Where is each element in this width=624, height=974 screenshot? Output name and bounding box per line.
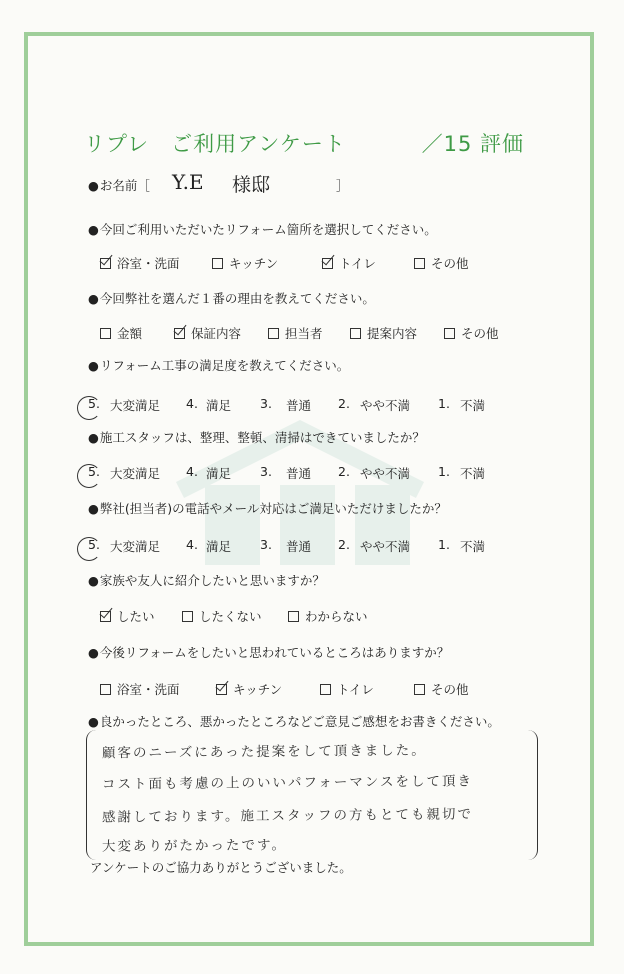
scale-option[interactable]: 5. (88, 464, 100, 479)
checkbox-icon[interactable] (288, 611, 299, 622)
checkbox-icon[interactable] (212, 258, 223, 269)
question-8: ● 良かったところ、悪かったところなどご意見ご感想をお書きください。 (88, 712, 500, 730)
question-7-options (100, 680, 469, 698)
checkbox-icon[interactable] (100, 258, 111, 269)
scale-option[interactable]: 4. (186, 537, 198, 552)
scale-label: 不満 (460, 466, 486, 481)
scale-label: 大変満足 (110, 466, 161, 481)
customer-name: Y.E (172, 170, 204, 194)
scale-option[interactable]: 2. (338, 464, 350, 479)
scale-option[interactable]: 5. (88, 537, 100, 552)
checkbox-icon[interactable] (322, 258, 333, 269)
scale-option[interactable]: 3. (260, 537, 272, 552)
question-7: ● 今後リフォームをしたいと思われているところはありますか？ (88, 643, 449, 661)
scale-option[interactable]: 5. (88, 396, 100, 411)
checkbox-option[interactable]: 担当者 (268, 324, 350, 342)
scale-label: やや不満 (360, 398, 411, 413)
checkbox-option[interactable]: 浴室・洗面 (100, 254, 212, 272)
checkbox-option[interactable]: 保証内容 (174, 324, 268, 342)
handwritten-answer-line: 顧客のニーズにあった提案をして頂きました。 (101, 742, 427, 762)
checkbox-icon[interactable] (414, 258, 425, 269)
checkbox-option[interactable]: トイレ (322, 254, 414, 272)
scale-label: 普通 (286, 398, 312, 413)
checkbox-option[interactable]: 浴室・洗面 (100, 680, 216, 698)
checkbox-option[interactable]: その他 (414, 680, 469, 698)
checkbox-option[interactable]: わからない (288, 607, 368, 625)
scale-option[interactable]: 4. (186, 396, 198, 411)
name-bracket-close: ］ (336, 178, 349, 193)
question-5: ● 弊社(担当者)の電話やメール対応はご満足いただけましたか？ (88, 499, 447, 517)
checkbox-icon[interactable] (350, 328, 361, 339)
checkbox-option[interactable]: トイレ (320, 680, 414, 698)
checkbox-icon[interactable] (100, 611, 111, 622)
checkbox-option[interactable]: したくない (182, 607, 288, 625)
rating-label: ／15 評価 (421, 132, 524, 156)
question-2-options (100, 324, 499, 342)
handwritten-answer-line: 感謝しております。施工スタッフの方もとても親切で (101, 806, 474, 826)
checkbox-icon[interactable] (414, 684, 425, 695)
checkbox-icon[interactable] (100, 684, 111, 695)
checkbox-option[interactable]: したい (100, 607, 182, 625)
scale-label: やや不満 (360, 466, 411, 481)
scale-label: 不満 (460, 398, 486, 413)
scale-option[interactable]: 3. (260, 396, 272, 411)
scale-option[interactable]: 4. (186, 464, 198, 479)
checkbox-icon[interactable] (182, 611, 193, 622)
checkbox-option[interactable]: キッチン (216, 680, 320, 698)
thank-you-footer: アンケートのご協力ありがとうございました。 (90, 860, 352, 875)
scale-label: 満足 (206, 398, 232, 413)
question-2: ● 今回弊社を選んだ１番の理由を教えてください。 (88, 289, 375, 307)
handwritten-answer-line: 大変ありがたかったです。 (101, 837, 288, 855)
handwritten-answer-line: コスト面も考慮の上のいいパフォーマンスをして頂き (101, 773, 474, 793)
checkbox-option[interactable]: キッチン (212, 254, 322, 272)
checkbox-option[interactable]: その他 (444, 324, 499, 342)
checkbox-icon[interactable] (268, 328, 279, 339)
scale-option[interactable]: 2. (338, 537, 350, 552)
scale-label: 不満 (460, 539, 486, 554)
scale-option[interactable]: 1. (438, 537, 450, 552)
question-1: ● 今回ご利用いただいたリフォーム箇所を選択してください。 (88, 220, 437, 238)
scale-option[interactable]: 3. (260, 464, 272, 479)
question-6-options (100, 607, 368, 625)
scale-label: 大変満足 (110, 398, 161, 413)
checkbox-option[interactable]: 提案内容 (350, 324, 444, 342)
scale-label: 満足 (206, 466, 232, 481)
checkbox-icon[interactable] (100, 328, 111, 339)
name-label: ● お名前［ (88, 176, 150, 194)
question-1-options (100, 254, 469, 272)
scale-label: 普通 (286, 539, 312, 554)
scale-label: 普通 (286, 466, 312, 481)
question-6: ● 家族や友人に紹介したいと思いますか？ (88, 571, 325, 589)
honorific: 様邸 (232, 174, 271, 196)
scale-label: 大変満足 (110, 539, 161, 554)
scale-option[interactable]: 1. (438, 396, 450, 411)
scale-label: 満足 (206, 539, 232, 554)
scale-option[interactable]: 1. (438, 464, 450, 479)
checkbox-icon[interactable] (174, 328, 185, 339)
checkbox-icon[interactable] (444, 328, 455, 339)
question-4: ● 施工スタッフは、整理、整頓、清掃はできていましたか？ (88, 428, 425, 446)
survey-title-text: リプレ ご利用アンケート (84, 132, 346, 156)
checkbox-icon[interactable] (216, 684, 227, 695)
question-3: ● リフォーム工事の満足度を教えてください。 (88, 356, 349, 374)
checkbox-icon[interactable] (320, 684, 331, 695)
checkbox-option[interactable]: 金額 (100, 324, 174, 342)
scale-option[interactable]: 2. (338, 396, 350, 411)
checkbox-option[interactable]: その他 (414, 254, 469, 272)
scale-label: やや不満 (360, 539, 411, 554)
survey-title (84, 128, 524, 158)
